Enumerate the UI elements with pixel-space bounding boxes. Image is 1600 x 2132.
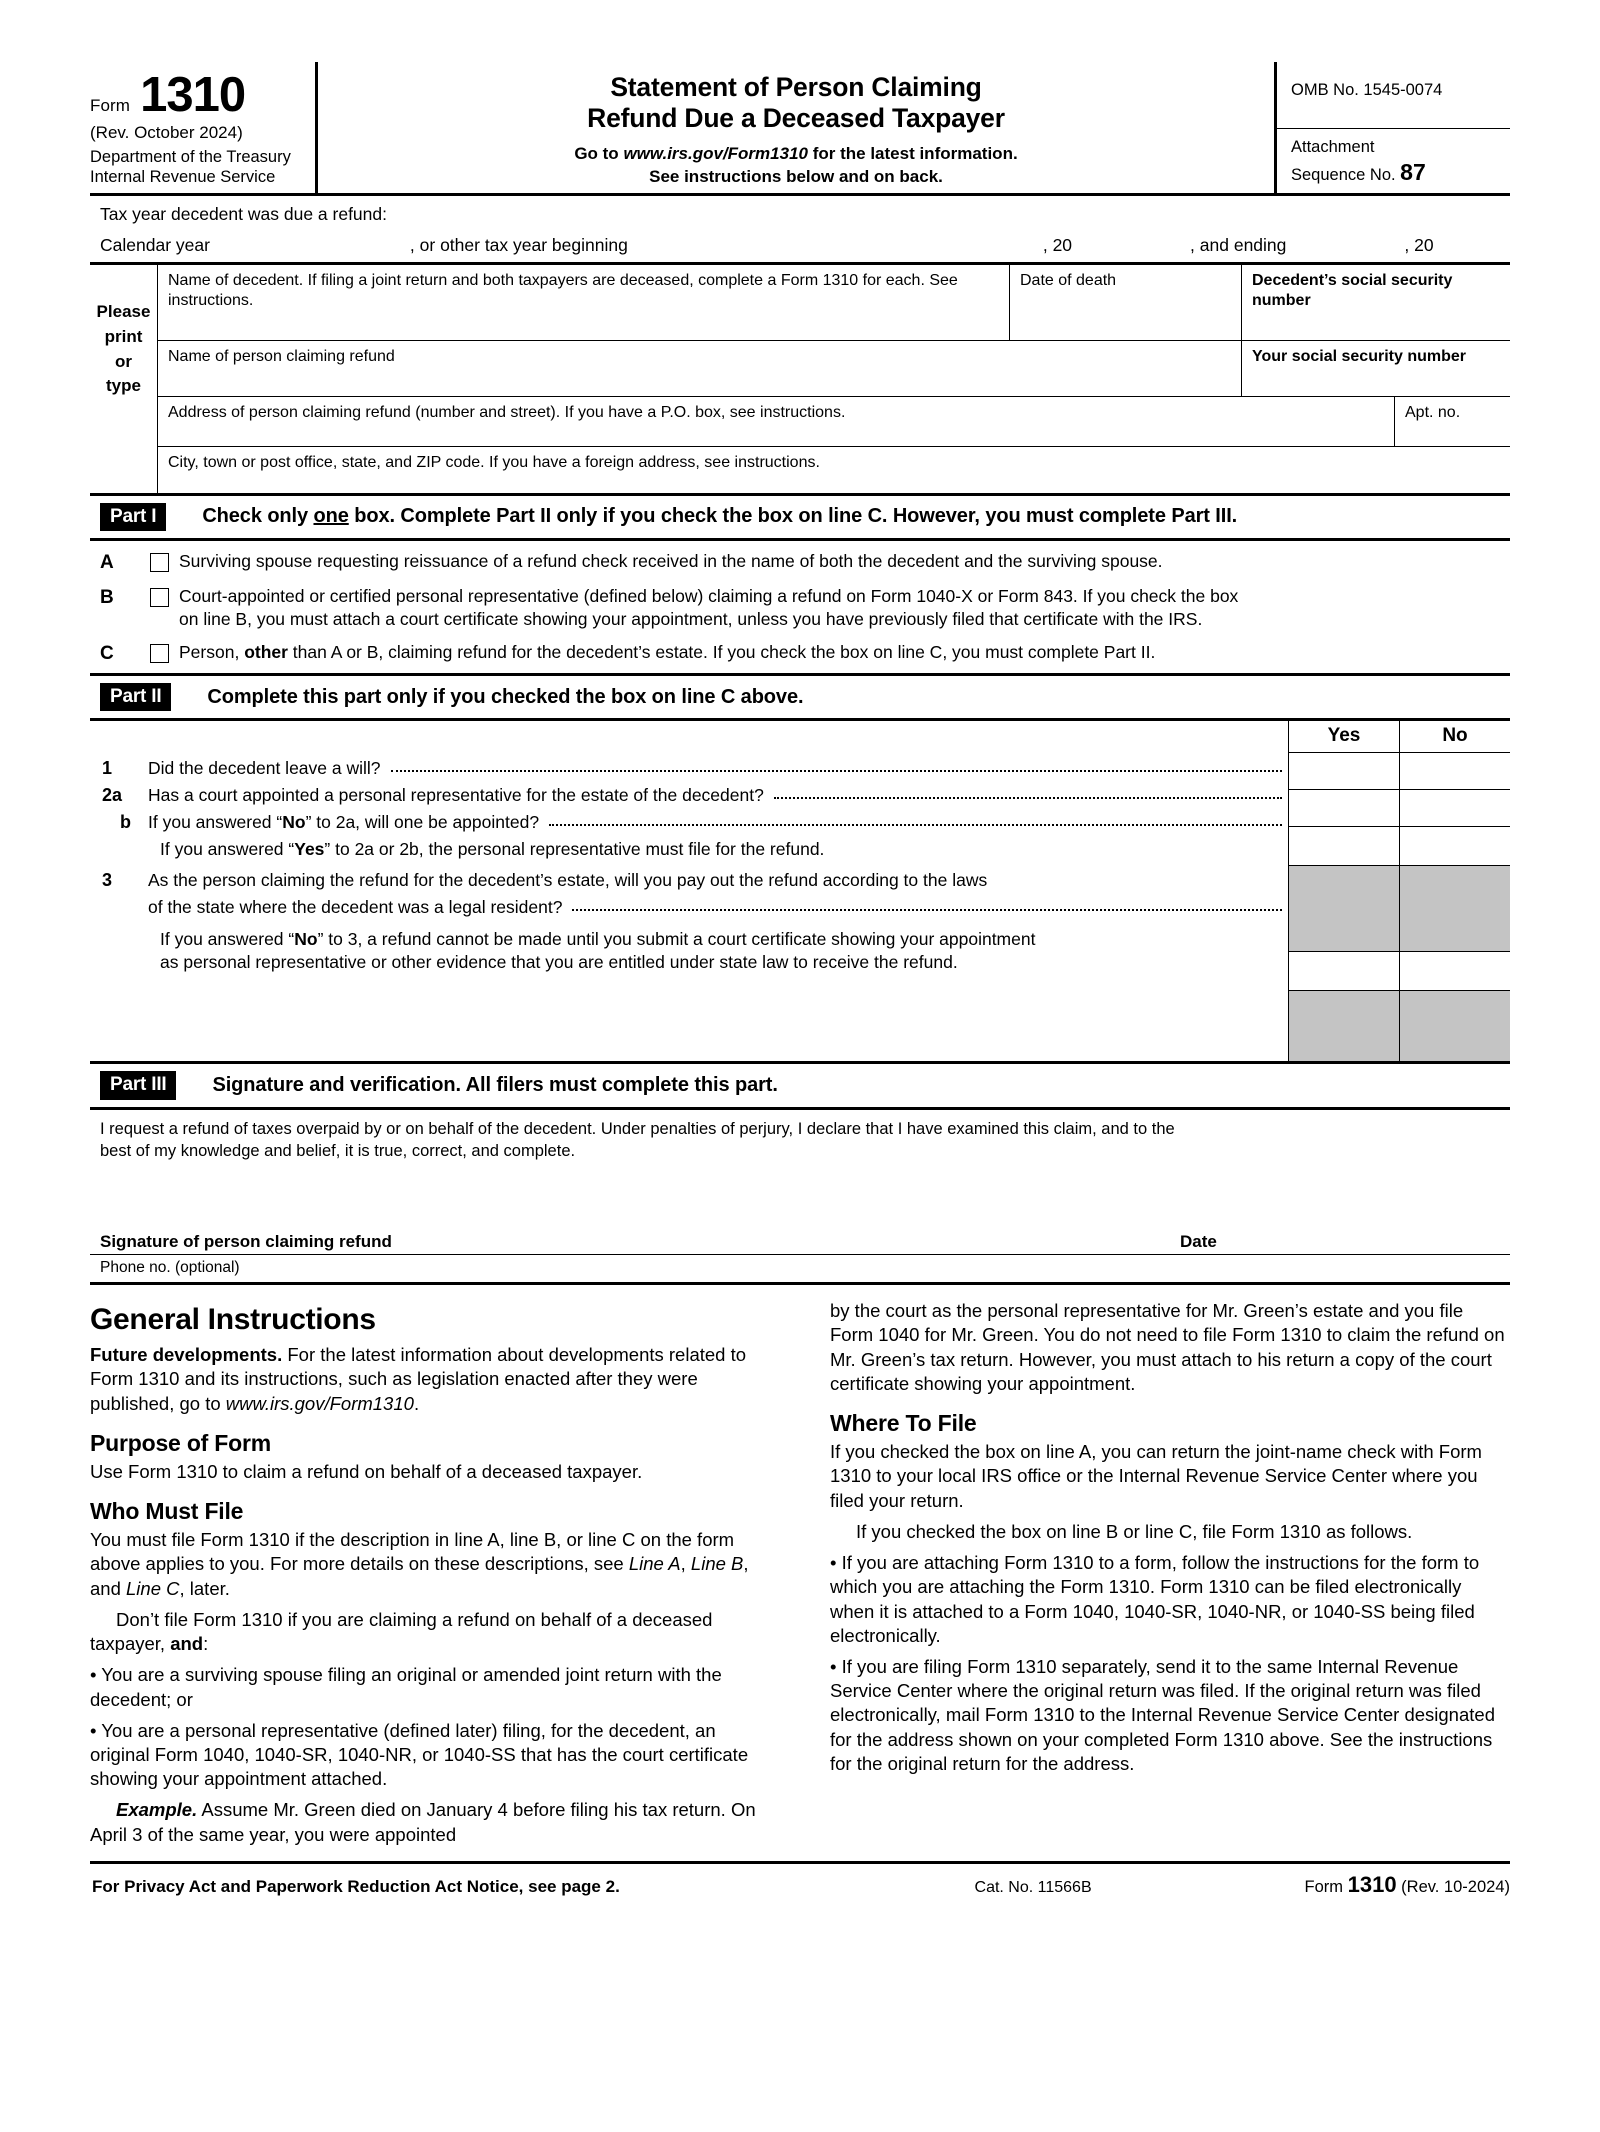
example-paragraph (90, 1798, 770, 1846)
decedent-name-field[interactable] (158, 265, 1010, 341)
option-a-letter: A (100, 551, 114, 573)
decedent-ssn-field[interactable] (1242, 265, 1510, 341)
where-to-file-bullet-2: • If you are filing Form 1310 separately, send it to the same Internal Revenue Service Center where the original return was filed. If the original return was filed electronically, mail Form 1310 to the Internal Revenue Service Center designated for the address shown on your completed Form 1310 above. See the instructions for the original return for the address. (830, 1656, 1495, 1774)
note-no-3-line2: as personal representative or other evidence that you are entitled under state law to receive the refund. (160, 952, 958, 973)
part-1-option-c[interactable] (90, 636, 1510, 671)
claimant-ssn-label: Your social security number (1252, 347, 1466, 365)
perjury-declaration (90, 1110, 1510, 1163)
where-to-file-title: Where To File (830, 1410, 977, 1437)
header-form-label: Form (90, 96, 131, 115)
future-developments-period: . (413, 1392, 420, 1414)
future-developments-label: Future developments. (90, 1344, 283, 1366)
part-2-banner (90, 676, 1510, 718)
footer-form-label: Form (1304, 1877, 1344, 1896)
question-2b-number: b (120, 812, 131, 833)
header-omb-block (1274, 62, 1510, 193)
answer-row-q3 (1289, 952, 1510, 991)
signature-label[interactable]: Signature of person claiming refund (100, 1232, 392, 1252)
note-yes-post: ” to 2a or 2b, the personal representative must file for the refund. (324, 839, 825, 860)
city-state-zip-field[interactable] (158, 447, 1510, 493)
part-3-badge: Part III (100, 1071, 176, 1099)
leader-dots (572, 909, 1282, 911)
who-p2-b: : (203, 1633, 209, 1655)
part-1-badge: Part I (100, 503, 166, 531)
part-1-banner (90, 496, 1510, 538)
option-a-text: Surviving spouse requesting reissuance of a refund check received in the name of both the decedent and the surviving spouse. (179, 550, 1163, 571)
attachment-sequence (1277, 129, 1510, 192)
question-2b-row (90, 808, 1288, 835)
instructions-left-column (90, 1299, 770, 1847)
apt-no-label: Apt. no. (1405, 403, 1461, 421)
who-must-file-p1 (90, 1528, 770, 1601)
catalog-number: Cat. No. 11566B (974, 1878, 1092, 1896)
attachment-label: Attachment (1291, 138, 1375, 157)
answer-cell-q2b-no[interactable] (1400, 827, 1510, 865)
form-title-line1: Statement of Person Claiming (610, 72, 982, 102)
question-2b-pre: If you answered “ (148, 812, 283, 833)
who-p1-a: You must file Form 1310 if the description in line A, line B, or line C on the form above applies to you. For more details on these descriptions, see (90, 1529, 735, 1575)
signature-row (90, 1162, 1510, 1255)
taxpayer-info-block (90, 262, 1510, 496)
who-p2-a: Don’t file Form 1310 if you are claiming a refund on behalf of a deceased taxpayer, (90, 1608, 713, 1655)
instructions-section (90, 1285, 1510, 1847)
yes-no-columns (1288, 721, 1510, 1061)
header-title-block (318, 62, 1274, 193)
note-no-pre: If you answered “ (160, 928, 295, 949)
shaded-cell-2-no (1400, 991, 1510, 1061)
claimant-name-label: Name of person claiming refund (168, 347, 395, 365)
note-no-bold: No (294, 928, 318, 949)
ending-year-prefix: , 20 (1404, 234, 1434, 255)
footer-revision: (Rev. 10-2024) (1401, 1877, 1510, 1896)
who-must-file-title: Who Must File (90, 1498, 244, 1525)
signature-date-label[interactable]: Date (1180, 1232, 1217, 1252)
option-c-pre: Person, (179, 642, 245, 663)
where-to-file-p1: If you checked the box on line A, you can return the joint-name check with Form 1310 to your local IRS office or the Internal Revenue Service Center where you filed your return. (830, 1441, 1482, 1511)
footer-form-number: 1310 (1347, 1871, 1397, 1897)
option-b-letter: B (100, 586, 114, 608)
shaded-cell-no (1400, 866, 1510, 951)
option-c-post: than A or B, claiming refund for the decedent’s estate. If you check the box on line C, you must complete Part II. (287, 642, 1156, 663)
type-word: type (106, 376, 141, 396)
form-footer (90, 1861, 1510, 1898)
part-3-heading: Signature and verification. All filers must complete this part. (212, 1074, 778, 1097)
or-word: or (115, 351, 132, 371)
answer-cell-q2b-yes[interactable] (1289, 827, 1400, 865)
and-ending-label: , and ending (1190, 234, 1287, 255)
leader-dots (774, 797, 1282, 799)
part-1-heading-one: one (313, 505, 349, 528)
part-1-options (90, 541, 1510, 673)
shaded-row-note-no (1289, 991, 1510, 1061)
where-to-file-p2: If you checked the box on line B or line C, file Form 1310 as follows. (856, 1520, 1413, 1542)
shaded-cell-yes (1289, 866, 1400, 951)
answer-cell-q1-yes[interactable] (1289, 753, 1400, 789)
option-b-text-line1: Court-appointed or certified personal representative (defined below) claiming a refund on Form 1040-X or Form 843. If you check the box (179, 585, 1239, 606)
question-3-text-line1: As the person claiming the refund for the decedent’s estate, will you pay out the refund according to the laws (148, 869, 988, 890)
note-no-post: ” to 3, a refund cannot be made until you submit a court certificate showing your appointment (317, 928, 1036, 949)
no-column-header: No (1442, 725, 1468, 747)
part-2-question-column (90, 721, 1288, 1061)
claimant-name-field[interactable] (158, 341, 1242, 397)
who-p1-d: , later. (179, 1577, 230, 1599)
purpose-of-form-title: Purpose of Form (90, 1429, 272, 1456)
question-2b-post: ” to 2a, will one be appointed? (305, 812, 540, 833)
goto-suffix: for the latest information. (812, 143, 1018, 163)
part-3-banner (90, 1064, 1510, 1106)
who-p1-linea: Line A (628, 1553, 681, 1575)
sequence-no-value: 87 (1400, 158, 1426, 185)
option-c-letter: C (100, 643, 114, 665)
header-goto-line (324, 144, 1268, 164)
answer-row-q2b (1289, 827, 1510, 866)
tax-year-line (90, 225, 1510, 262)
future-developments-url[interactable]: www.irs.gov/Form1310 (225, 1392, 414, 1414)
question-2a-row (90, 781, 1288, 808)
option-c-bold: other (244, 642, 288, 663)
yes-no-header (1289, 721, 1510, 753)
form-header (90, 62, 1510, 196)
header-department-line2: Internal Revenue Service (90, 167, 276, 186)
header-department-line1: Department of the Treasury (90, 148, 291, 167)
sequence-no-label: Sequence No. (1291, 165, 1396, 184)
header-form-identity (90, 62, 318, 193)
date-of-death-label: Date of death (1020, 271, 1117, 289)
part-1-option-b[interactable] (90, 580, 1510, 636)
decedent-name-label: Name of decedent. If filing a joint return and both taxpayers are deceased, complete a Form 1310 for each. See instructions. (168, 271, 958, 310)
decedent-ssn-label: Decedent’s social security number (1252, 271, 1453, 310)
who-p2-and: and (170, 1633, 204, 1655)
leader-dots (391, 770, 1282, 772)
phone-label: Phone no. (optional) (100, 1259, 240, 1277)
city-state-zip-label: City, town or post office, state, and ZIP code. If you have a foreign address, see instructions. (168, 453, 820, 471)
option-b-text (179, 585, 1510, 631)
part-2-badge: Part II (100, 683, 171, 711)
who-p1-b: , (680, 1553, 691, 1575)
address-field[interactable] (158, 397, 1395, 447)
future-developments-paragraph (90, 1343, 770, 1416)
question-3-text-line2: of the state where the decedent was a legal resident? (148, 896, 563, 917)
question-1-text: Did the decedent leave a will? (148, 758, 381, 779)
form-page (0, 62, 1600, 2132)
question-3-row-2 (90, 893, 1288, 919)
header-form-number: 1310 (140, 68, 246, 122)
goto-prefix: Go to (574, 143, 619, 163)
claimant-ssn-field[interactable] (1242, 341, 1510, 397)
instructions-right-column (830, 1299, 1510, 1847)
who-p1-c: , and (90, 1553, 749, 1599)
answer-cell-q2a-no[interactable] (1400, 790, 1510, 826)
form-title-line2: Refund Due a Deceased Taxpayer (587, 103, 1005, 134)
part-2-heading: Complete this part only if you checked the box on line C above. (207, 685, 804, 708)
who-p1-lineb: Line B (690, 1553, 744, 1575)
question-3-number: 3 (102, 869, 113, 890)
omb-number: OMB No. 1545-0074 (1277, 62, 1510, 129)
checkbox-line-c[interactable] (150, 644, 169, 663)
yes-column-header: Yes (1289, 721, 1400, 752)
part-1-heading-b: box. Complete Part II only if you check the box on line C. However, you must complete Part III. (348, 505, 1238, 528)
question-2a-text: Has a court appointed a personal representative for the estate of the decedent? (148, 785, 764, 806)
future-developments-text: For the latest information about developments related to Form 1310 and its instructions, such as legislation enacted after they were published, go to (90, 1344, 747, 1414)
part-1-heading (202, 505, 1237, 528)
leader-dots (549, 824, 1282, 826)
who-must-file-p2 (90, 1608, 770, 1656)
example-continuation: by the court as the personal representative for Mr. Green’s estate and you file Form 1040 for Mr. Green. You do not need to file Form 1310 to claim the refund on Mr. Green’s tax return. However, you must attach to his return a copy of the court certificate showing your appointment. (830, 1300, 1505, 1394)
who-p1-linec: Line C (126, 1577, 180, 1599)
irs-url-link[interactable]: www.irs.gov/Form1310 (623, 143, 808, 163)
footer-form-identity (1305, 1872, 1510, 1898)
who-must-file-bullet-2: • You are a personal representative (defined later) filing, for the decedent, an original Form 1040, 1040-SR, 1040-NR, or 1040-SS that has the court certificate showing your appointment attached. (90, 1719, 749, 1790)
part-2-questions-table (90, 721, 1510, 1061)
declaration-line2: best of my knowledge and belief, it is true, correct, and complete. (100, 1141, 576, 1160)
option-c-text (179, 641, 1510, 664)
please-print-or-type-label (90, 265, 158, 493)
please-word: Please (96, 302, 151, 322)
part-2-header-spacer (90, 721, 1288, 754)
question-1-number: 1 (102, 758, 113, 779)
declaration-line1: I request a refund of taxes overpaid by or on behalf of the decedent. Under penalties of perjury, I declare that I have examined this claim, and to the (100, 1119, 1175, 1138)
note-yes-bold: Yes (294, 839, 325, 860)
phone-number-field[interactable] (90, 1255, 1510, 1285)
checkbox-line-a[interactable] (150, 553, 169, 572)
general-instructions-title: General Instructions (90, 1303, 376, 1337)
example-text: Assume Mr. Green died on January 4 before filing his tax return. On April 3 of the same year, you were appointed (90, 1799, 756, 1845)
question-1-row (90, 754, 1288, 781)
note-no-3-line1 (90, 919, 1288, 951)
part-1-option-a[interactable] (90, 545, 1510, 580)
answer-cell-q3-yes[interactable] (1289, 952, 1400, 990)
header-see-instructions: See instructions below and on back. (649, 166, 943, 186)
answer-cell-q1-no[interactable] (1400, 753, 1510, 789)
date-of-death-field[interactable] (1010, 265, 1242, 341)
note-yes-2a-2b (90, 835, 1288, 861)
tax-year-heading: Tax year decedent was due a refund: (100, 203, 387, 224)
other-tax-year-label: , or other tax year beginning (409, 234, 628, 255)
header-revision-date: (Rev. October 2024) (90, 123, 243, 143)
purpose-of-form-text: Use Form 1310 to claim a refund on behalf of a deceased taxpayer. (90, 1460, 643, 1482)
example-label: Example. (116, 1799, 198, 1821)
shaded-row-note-yes (1289, 866, 1510, 952)
answer-row-q1 (1289, 753, 1510, 790)
option-b-text-line2: on line B, you must attach a court certificate showing your appointment, unless you have previously filed that certificate with the IRS. (179, 608, 1203, 629)
part-1-heading-a: Check only (202, 505, 314, 528)
checkbox-line-b[interactable] (150, 588, 169, 607)
answer-cell-q3-no[interactable] (1400, 952, 1510, 990)
shaded-cell-2-yes (1289, 991, 1400, 1061)
privacy-act-notice: For Privacy Act and Paperwork Reduction Act Notice, see page 2. (92, 1876, 620, 1896)
calendar-year-label: Calendar year (100, 234, 210, 255)
print-word: print (104, 326, 143, 346)
question-2b-bold: No (282, 812, 306, 833)
question-3-row (90, 862, 1288, 893)
who-must-file-bullet-1: • You are a surviving spouse filing an original or amended joint return with the decedent; or (90, 1664, 722, 1710)
beginning-year-prefix: , 20 (1042, 234, 1073, 255)
where-to-file-bullet-1: • If you are attaching Form 1310 to a form, follow the instructions for the form to which you are attaching the Form 1310. Form 1310 can be filed electronically when it is attached to a Form 1040, 1040-SR, 1040-NR, or 1040-SS being filed electronically. (830, 1552, 1480, 1646)
form-sheet (90, 62, 1510, 1898)
address-label: Address of person claiming refund (number and street). If you have a P.O. box, see instructions. (168, 403, 846, 421)
answer-cell-q2a-yes[interactable] (1289, 790, 1400, 826)
question-2b-text (148, 811, 539, 834)
apt-no-field[interactable] (1395, 397, 1510, 447)
answer-row-q2a (1289, 790, 1510, 827)
question-2a-number: 2a (102, 785, 123, 806)
note-yes-pre: If you answered “ (160, 839, 295, 860)
